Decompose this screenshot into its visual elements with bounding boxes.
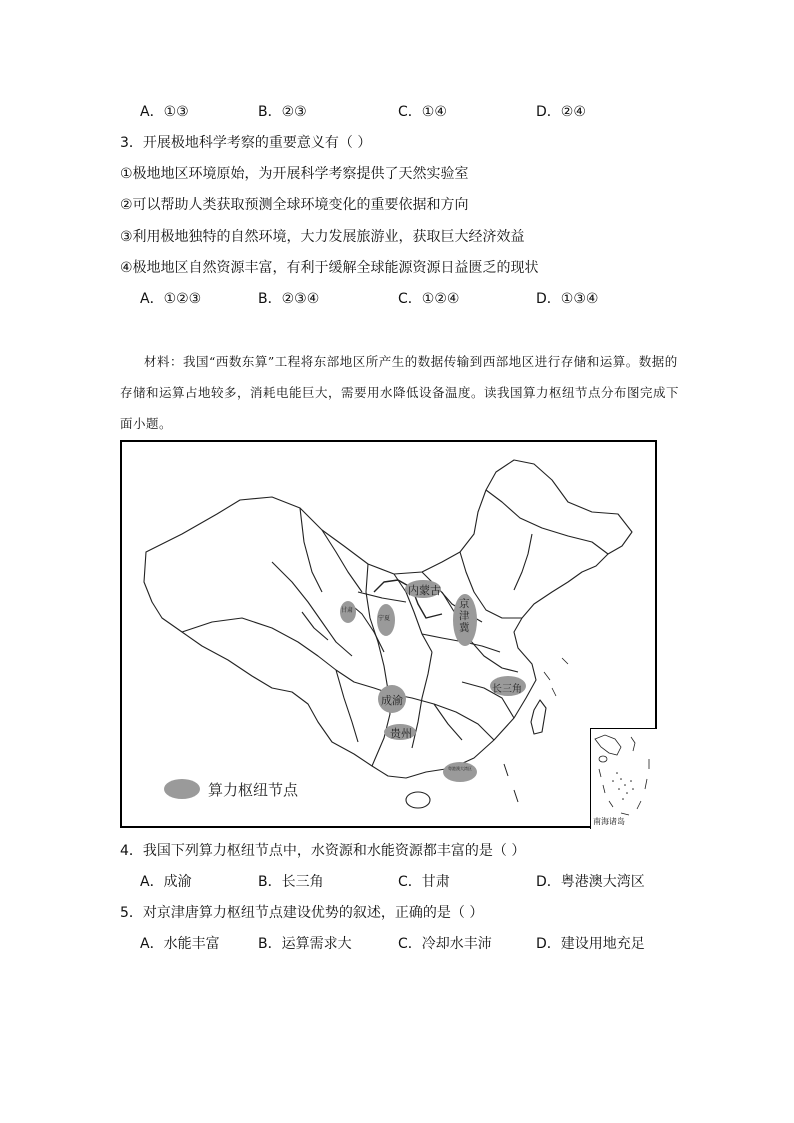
node-yuegangao-label: 粤港澳大湾区: [448, 766, 472, 771]
q3-stem: 3．开展极地科学考察的重要意义有（ ）: [120, 135, 372, 151]
node-sanjiao-label: 长三角: [492, 684, 522, 695]
inset-label: 南海诸岛: [593, 817, 625, 826]
node-neimenggu-label: 内蒙古: [408, 584, 441, 597]
q3-option-a[interactable]: A．①②③: [140, 291, 202, 307]
node-yuegangao-marker: [443, 762, 477, 782]
node-gansu-label: 甘肃: [341, 607, 354, 614]
q2-options: [0, 102, 794, 122]
node-jingjinji-label: 京津冀: [459, 598, 470, 634]
legend-marker: [164, 779, 200, 799]
q5-stem: 5．对京津唐算力枢纽节点建设优势的叙述，正确的是（ ）: [120, 905, 484, 921]
q4-options: [0, 872, 794, 892]
q5-option-a[interactable]: A．水能丰富: [140, 936, 220, 952]
q5-options: [0, 934, 794, 954]
q4-option-c[interactable]: C．甘肃: [398, 874, 450, 890]
q2-option-d[interactable]: D．②④: [536, 104, 586, 120]
q3-statement-3: ③利用极地独特的自然环境，大力发展旅游业，获取巨大经济效益: [120, 229, 525, 245]
taiwan-island: [531, 700, 546, 734]
computing-node-map: [120, 440, 657, 828]
q3-option-d[interactable]: D．①③④: [536, 291, 599, 307]
node-ningxia-label: 宁夏: [378, 615, 391, 622]
inset-map: [591, 729, 657, 829]
legend-label: 算力枢纽节点: [208, 781, 299, 799]
node-chengyu-label: 成渝: [381, 694, 403, 707]
q3-options: [0, 289, 794, 309]
q5-option-d[interactable]: D．建设用地充足: [536, 936, 645, 952]
q4-option-a[interactable]: A．成渝: [140, 874, 192, 890]
q2-option-c[interactable]: C．①④: [398, 104, 447, 120]
q2-option-b[interactable]: B．②③: [258, 104, 307, 120]
node-guizhou-label: 贵州: [390, 727, 412, 740]
q4-stem: 4．我国下列算力枢纽节点中，水资源和水能资源都丰富的是（ ）: [120, 843, 526, 859]
q5-option-b[interactable]: B．运算需求大: [258, 936, 352, 952]
material-passage: [120, 346, 680, 439]
q4-option-d[interactable]: D．粤港澳大湾区: [536, 874, 645, 890]
q3-option-b[interactable]: B．②③④: [258, 291, 320, 307]
q3-statement-1: ①极地地区环境原始，为开展科学考察提供了天然实验室: [120, 166, 469, 182]
q3-option-c[interactable]: C．①②④: [398, 291, 460, 307]
south-china-sea-inset: [590, 728, 657, 829]
q4-option-b[interactable]: B．长三角: [258, 874, 324, 890]
q3-statement-4: ④极地地区自然资源丰富，有利于缓解全球能源资源日益匮乏的现状: [120, 260, 539, 276]
q3-statement-2: ②可以帮助人类获取预测全球环境变化的重要依据和方向: [120, 197, 469, 213]
q5-option-c[interactable]: C．冷却水丰沛: [398, 936, 492, 952]
hainan-island: [406, 792, 430, 808]
china-outline-map: [122, 442, 655, 826]
material-text: 材料：我国“西数东算”工程将东部地区所产生的数据传输到西部地区进行存储和运算。数据的存储和运算占地较多，消耗电能巨大，需要用水降低设备温度。读我国算力枢纽节点分布图完成下面小题。: [120, 354, 680, 431]
q2-option-a[interactable]: A．①③: [140, 104, 189, 120]
